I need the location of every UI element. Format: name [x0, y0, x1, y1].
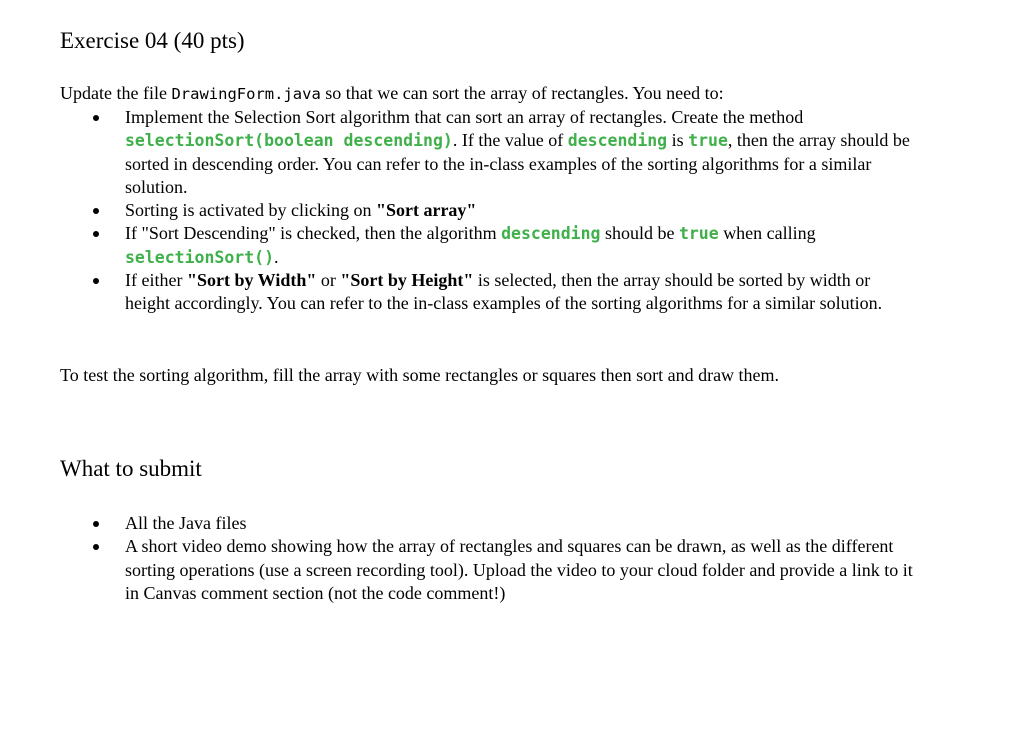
list-item-implement — [0, 106, 915, 199]
code-method-signature: selectionSort(boolean descending) — [125, 131, 453, 151]
code-descending: descending — [501, 224, 601, 244]
task-text: If "Sort Descending" is checked, then the algorithm — [125, 223, 502, 244]
submit-list — [0, 512, 915, 605]
code-true: true — [688, 131, 728, 151]
task-text: If either — [125, 270, 187, 291]
task-text: . — [274, 246, 279, 267]
task-text: should be — [600, 223, 679, 244]
task-text: , then the array should be sorted in descending order. You can refer to the in-class examples of the sorting algorithms for a similar solution. — [125, 130, 910, 197]
task-text: or — [316, 270, 341, 291]
list-item-sort-by-dimension — [0, 269, 915, 316]
intro-text-pre: Update the file — [60, 83, 172, 103]
bold-sort-array: "Sort array" — [375, 200, 477, 221]
task-text: is — [667, 130, 689, 151]
task-text: is selected, then the array should be sorted by width or height accordingly. You can refer to the in-class examples of the sorting algorithms for a similar solution. — [125, 270, 883, 314]
task-text: Implement the Selection Sort algorithm that can sort an array of rectangles. Create the method — [125, 107, 804, 127]
list-item-sort-activation — [0, 199, 915, 222]
file-name: DrawingForm.java — [171, 85, 321, 103]
code-true: true — [678, 224, 719, 244]
bold-sort-by-width: "Sort by Width" — [186, 270, 317, 291]
list-item-sort-descending — [0, 222, 915, 269]
test-instructions: To test the sorting algorithm, fill the array with some rectangles or squares then sort and draw them. — [60, 365, 780, 385]
list-item-video-demo: A short video demo showing how the array of rectangles and squares can be drawn, as well as the different sorting operations (use a screen recording tool). Upload the video to your cloud folder and provide a link to it in Canvas comment section (not the code comment!) — [0, 535, 915, 605]
task-text: Sorting is activated by clicking on — [125, 200, 376, 221]
code-selection-sort-call: selectionSort() — [125, 247, 275, 267]
task-text: when calling — [718, 223, 816, 244]
submit-heading: What to submit — [60, 456, 202, 481]
bold-sort-by-height: "Sort by Height" — [340, 270, 474, 291]
task-text: . If the value of — [452, 130, 568, 151]
exercise-title: Exercise 04 (40 pts) — [60, 28, 245, 53]
task-list — [0, 106, 915, 316]
exercise-intro — [60, 82, 960, 106]
list-item-java-files: All the Java files — [0, 512, 915, 535]
code-descending: descending — [567, 131, 668, 151]
intro-text-post: so that we can sort the array of rectangles. You need to: — [320, 83, 724, 103]
